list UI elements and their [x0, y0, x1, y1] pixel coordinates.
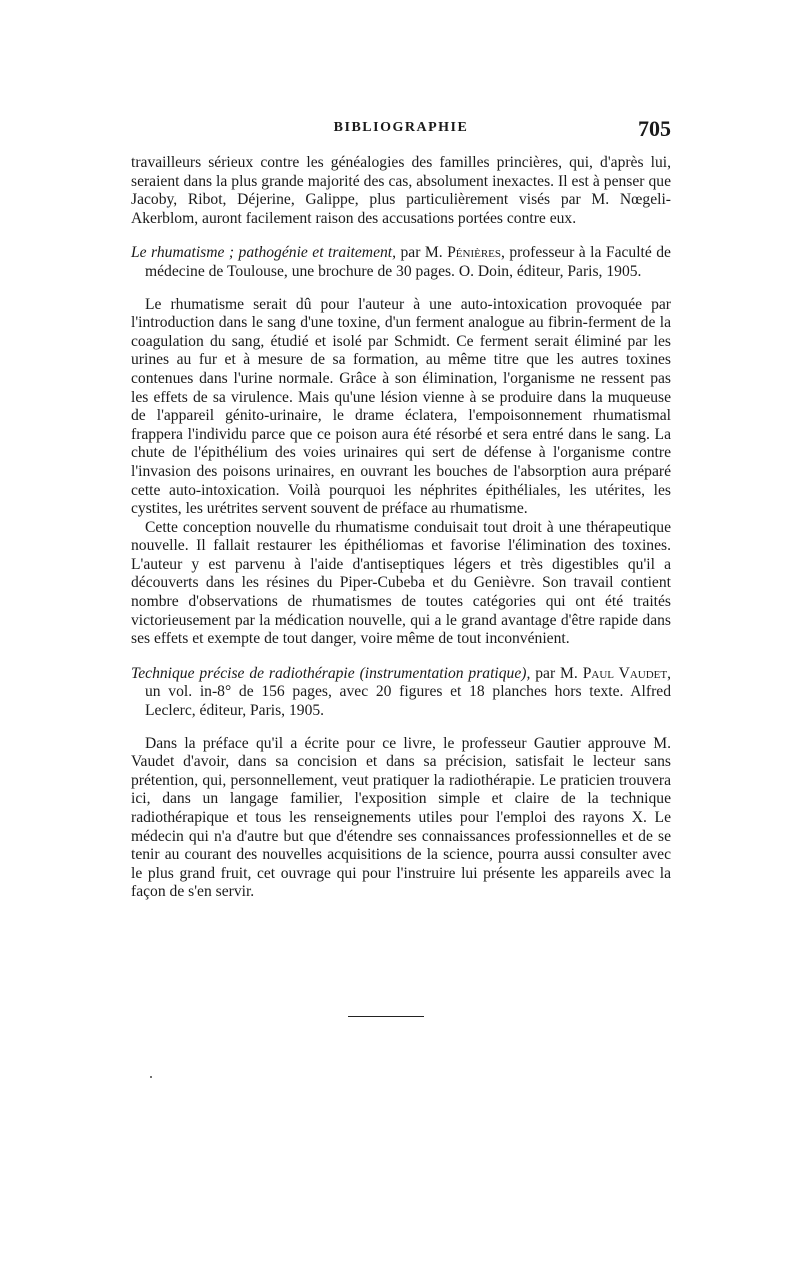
entry-details: professeur à la Faculté de médecine de Toulouse, une brochure de 30 pages. O. Doin, éditeur, Paris, 1905. — [145, 244, 671, 280]
entry-by: par M. — [400, 244, 443, 262]
entry-by: par M. — [535, 664, 578, 682]
entry-author: Paul Vaudet, — [582, 664, 672, 682]
page-body — [131, 154, 671, 902]
entry-author: Pénières, — [447, 244, 505, 262]
entry-title: Le rhumatisme ; pathogénie et traitement, — [131, 244, 397, 262]
bibliography-entry-rhumatisme — [131, 244, 671, 281]
paragraph-continuation: travailleurs sérieux contre les généalogies des familles princières, qui, d'après lui, seraient dans la plus grande majorité des cas, absolument inexactes. Il est à penser que Jacoby, Ribot, Déjerine, Galippe, plus particulièrement visés par M. Nœgeli-Akerblom, auront facilement raison des accusations portées contre eux. — [131, 154, 671, 227]
running-title: BIBLIOGRAPHIE — [333, 120, 469, 135]
entry-subtitle: (instrumentation pratique), — [359, 664, 531, 682]
closing-rule — [348, 1016, 424, 1017]
bibliography-entry-radiotherapie — [131, 665, 671, 721]
print-speck — [150, 1076, 152, 1078]
page-number: 705 — [638, 116, 671, 141]
paragraph-therapeutique: Cette conception nouvelle du rhumatisme conduisait tout droit à une thérapeutique nouvelle. Il fallait restaurer les épithéliomas et favorise l'élimination des toxines. L'auteur y est parvenu à l'aide d'antiseptiques légers et très digestibles qu'il a découverts dans les résines du Piper-Cubeba et du Genièvre. Son travail contient nombre d'observations de rhumatismes de toutes catégories qui ont été traités victorieusement par la médication nouvelle, qui a le grand avantage d'être rapide dans ses effets et exempte de tout danger, voire même de tout inconvénient. — [131, 518, 671, 648]
page-header — [131, 116, 671, 144]
entry-details: un vol. in-8° de 156 pages, avec 20 figures et 18 planches hors texte. Alfred Leclerc, éditeur, Paris, 1905. — [145, 683, 671, 720]
paragraph-review-radiotherapie: Dans la préface qu'il a écrite pour ce livre, le professeur Gautier approuve M. Vaudet d'avoir, dans sa concision et dans sa précision, satisfait le lecteur sans prétention, qui, personnellement, veut pratiquer la radiothérapie. Le praticien trouvera ici, dans un langage familier, l'exposition simple et claire de la technique radiothérapique et tous les renseignements utiles pour l'emploi des rayons X. Le médecin qui n'a d'autre but que d'étendre ses connaissances professionnelles et de se tenir au courant des nouvelles acquisitions de la science, pourra aussi consulter avec le plus grand fruit, cet ouvrage qui pour l'instruire lui présente les appareils avec la façon de s'en servir. — [131, 734, 671, 901]
entry-title: Technique précise de radiothérapie — [131, 664, 355, 682]
paragraph-review-rhumatisme: Le rhumatisme serait dû pour l'auteur à une auto-intoxication provoquée par l'introduction dans le sang d'une toxine, d'un ferment analogue au fibrin-ferment de la coagulation du sang, étudié et isolé par Schmidt. Ce ferment serait éliminé par les urines au fur et à mesure de sa formation, au même titre que les autres toxines contenues dans l'urine normale. Grâce à son élimination, l'organisme ne ressent pas les effets de sa virulence. Mais qu'une lésion vienne à se produire dans la muqueuse de l'appareil génito-urinaire, le drame éclatera, l'empoisonnement rhumatismal frappera l'individu parce que ce poison aura été résorbé et sera entré dans le sang. La chute de l'épithélium des voies urinaires qui sert de défense à l'organisme contre l'invasion des poisons urinaires, en ouvrant les bouches de l'absorption aura préparé cette auto-intoxication. Voilà pourquoi les néphrites épithéliales, les utérites, les cystites, les urétrites servent souvent de préface au rhumatisme. — [131, 295, 671, 518]
